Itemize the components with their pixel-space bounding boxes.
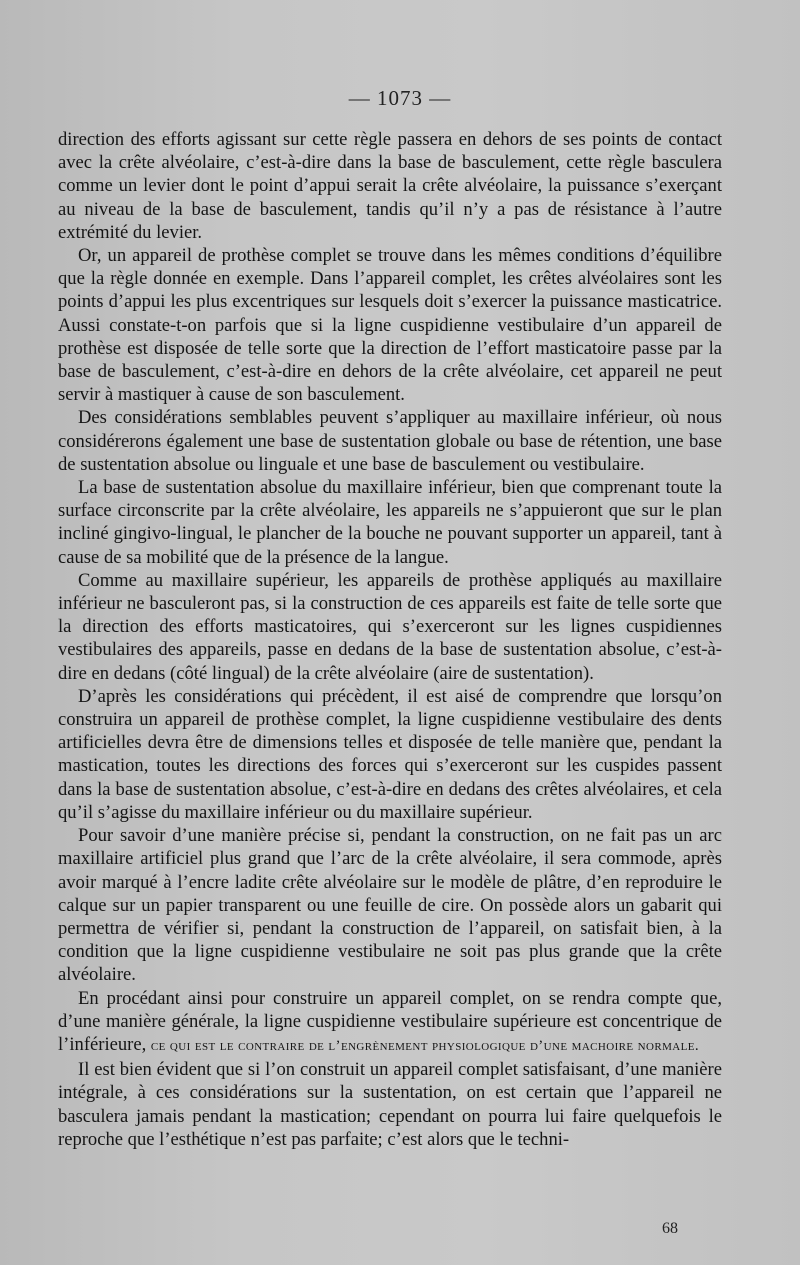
smallcaps-emphasis: ce qui est le contraire de l’engrènement physiologique d’une machoire normale. [150, 1037, 699, 1054]
paragraph: Comme au maxillaire supérieur, les appareils de prothèse appliqués au maxillaire inférieur ne basculeront pas, si la construction de ces appareils est faite de telle sorte que la direction des efforts masticatoires, qui s’exerceront sur les lignes cuspidiennes vestibulaires des appareils, passe en dedans de la base de sustentation absolue, c’est-à-dire en dedans (côté lingual) de la crête alvéolaire (aire de sustentation). [58, 569, 722, 684]
signature-mark: 68 [662, 1220, 678, 1237]
paragraph: direction des efforts agissant sur cette règle passera en dehors de ses points de contact avec la crête alvéolaire, c’est-à-dire dans la base de basculement, cette règle basculera comme un levier dont le point d’appui serait la crête alvéolaire, la puissance s’exerçant au niveau de la base de basculement, tandis qu’il n’y a pas de résistance à l’autre extrémité du levier. [58, 129, 722, 243]
paragraph: Il est bien évident que si l’on construit un appareil complet satisfaisant, d’une manière intégrale, à ces considérations sur la sustentation, on est certain que l’appareil ne basculera jamais pendant la mastication; cependant on pourra lui faire quelquefois le reproche que l’esthétique n’est pas parfaite; c’est alors que le techni- [58, 1059, 722, 1150]
page-number: — 1073 — [348, 86, 452, 110]
paragraph [58, 987, 722, 1059]
paragraph: Or, un appareil de prothèse complet se trouve dans les mêmes conditions d’équilibre que la règle donnée en exemple. Dans l’appareil complet, les crêtes alvéolaires sont les points d’appui les plus excentriques sur lesquels doit s’exercer la puissance masticatrice. Aussi constate-t-on parfois que si la ligne cuspidienne vestibulaire d’un appareil de prothèse est disposée de telle sorte que la direction de l’effort masticatoire passe par la base de basculement, c’est-à-dire en dehors de la crête alvéolaire, cet appareil ne peut servir à mastiquer à cause de son basculement. [58, 245, 722, 406]
paragraph: La base de sustentation absolue du maxillaire inférieur, bien que comprenant toute la surface circonscrite par la crête alvéolaire, les appareils ne s’appuieront que sur le plan incliné gingivo-lingual, le plancher de la bouche ne pouvant supporter un appareil, tant à cause de sa mobilité que de la présence de la langue. [58, 477, 722, 568]
paragraph: Des considérations semblables peuvent s’appliquer au maxillaire inférieur, où nous considérerons également une base de sustentation globale ou base de rétention, une base de sustentation absolue ou linguale et une base de basculement ou vestibulaire. [58, 407, 722, 475]
paragraph: Pour savoir d’une manière précise si, pendant la construction, on ne fait pas un arc maxillaire artificiel plus grand que l’arc de la crête alvéolaire, il sera commode, après avoir marqué à l’encre ladite crête alvéolaire sur le modèle de plâtre, d’en reproduire le calque sur un papier transparent ou une feuille de cire. On possède alors un gabarit qui permettra de vérifier si, pendant la construction de l’appareil, on satisfait bien, à la condition que la ligne cuspidienne vestibulaire ne soit pas plus grande que la crête alvéolaire. [58, 825, 722, 986]
body-text [58, 128, 722, 1151]
paragraph: D’après les considérations qui précèdent, il est aisé de comprendre que lorsqu’on construira un appareil de prothèse complet, la ligne cuspidienne vestibulaire des dents artificielles devra être de dimensions telles et disposée de telle manière que, pendant la mastication, toutes les directions des forces qui s’exerceront sur les cuspides passent dans la base de sustentation absolue, c’est-à-dire en dedans des crêtes alvéolaires, et cela qu’il s’agisse du maxillaire inférieur ou du maxillaire supérieur. [58, 685, 722, 823]
paragraph-text: En procédant ainsi pour construire un appareil complet, on se rendra compte que, d’une manière générale, la ligne cuspidienne vestibulaire supérieure est concentrique de l’inférieure, [58, 987, 722, 1055]
